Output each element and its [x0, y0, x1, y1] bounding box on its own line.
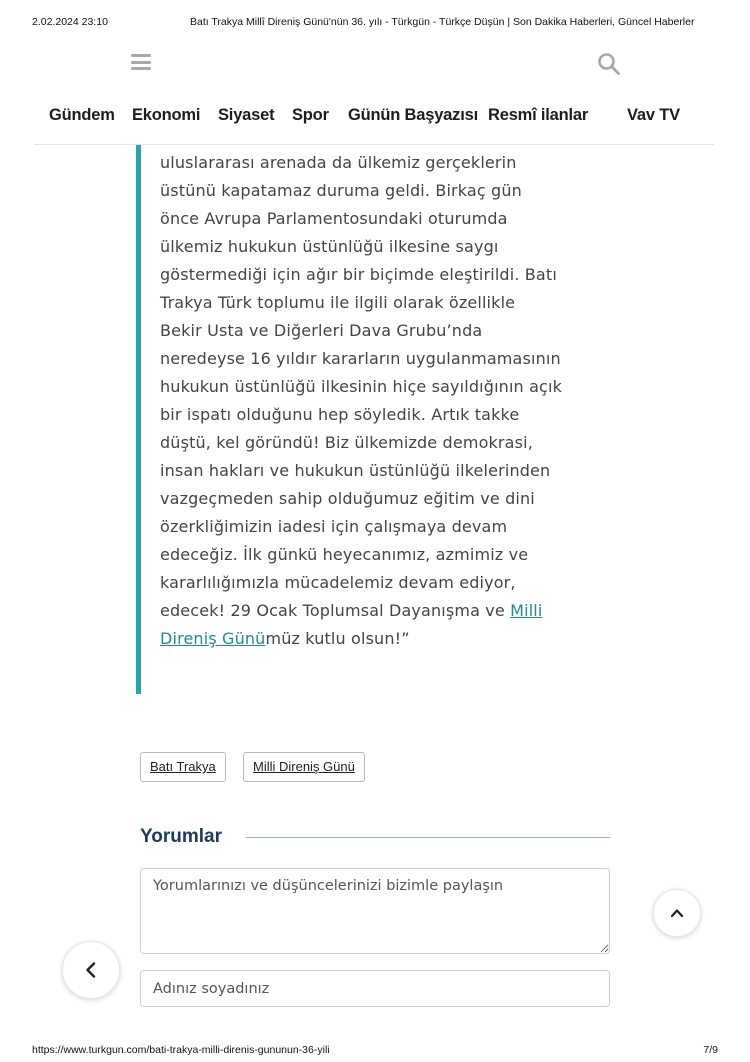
nav-item-resmi-ilanlar[interactable]: Resmî ilanlar [488, 106, 589, 124]
quote-line: göstermediği için ağır bir biçimde eleştirildi. Batı [160, 265, 557, 284]
main-navigation [0, 106, 750, 130]
print-date: 2.02.2024 23:10 [32, 16, 108, 28]
milli-direnis-gunu-link[interactable]: Milli [510, 601, 543, 620]
back-to-top-button[interactable] [653, 889, 701, 937]
quote-line-text: edecek! 29 Ocak Toplumsal Dayanışma ve [160, 601, 511, 620]
blockquote-text [160, 149, 610, 653]
comment-textarea[interactable] [140, 868, 610, 954]
nav-item-gunun-basyazisi[interactable]: Günün Başyazısı [348, 106, 478, 124]
milli-direnis-gunu-link-continued[interactable]: Direniş Günü [160, 629, 266, 648]
print-page-number: 7/9 [703, 1044, 718, 1056]
comments-heading-rule [246, 837, 610, 838]
nav-item-gundem[interactable]: Gündem [49, 106, 115, 124]
print-page-title: Batı Trakya Millî Direniş Günü'nün 36. yılı - Türkgün - Türkçe Düşün | Son Dakika Haberleri, Güncel Haberler [190, 16, 695, 28]
quote-line [160, 597, 610, 625]
quote-line: edeceğiz. İlk günkü heyecanımız, azmimiz ve [160, 545, 529, 564]
quote-line: insan hakları ve hukukun üstünlüğü ilkelerinden [160, 461, 551, 480]
quote-line: uluslararası arenada da ülkemiz gerçeklerin [160, 153, 517, 172]
quote-line: önce Avrupa Parlamentosundaki oturumda [160, 209, 508, 228]
search-icon[interactable] [597, 52, 621, 76]
quote-line [160, 625, 610, 653]
nav-item-vav-tv[interactable]: Vav TV [627, 106, 680, 124]
article-blockquote [136, 145, 616, 694]
name-input[interactable] [140, 970, 610, 1007]
quote-line: düştü, kel göründü! Biz ülkemizde demokrasi, [160, 433, 533, 452]
tag-bati-trakya[interactable]: Batı Trakya [140, 752, 226, 782]
quote-line: bir ispatı olduğunu hep söyledik. Artık takke [160, 405, 520, 424]
nav-item-spor[interactable]: Spor [292, 106, 329, 124]
hamburger-menu-icon[interactable] [131, 54, 151, 70]
quote-line: hukukun üstünlüğü ilkesinin hiçe sayıldığının açık [160, 377, 562, 396]
quote-line: kararlılığımızla mücadelemiz devam ediyor, [160, 573, 516, 592]
chevron-up-icon [669, 905, 685, 921]
nav-item-ekonomi[interactable]: Ekonomi [132, 106, 201, 124]
quote-line: vazgeçmeden sahip olduğumuz eğitim ve dini [160, 489, 535, 508]
quote-line: özerkliğimizin iadesi için çalışmaya devam [160, 517, 508, 536]
quote-line: Bekir Usta ve Diğerleri Dava Grubu’nda [160, 321, 483, 340]
tag-milli-direnis-gunu[interactable]: Milli Direniş Günü [243, 752, 365, 782]
previous-article-button[interactable] [62, 941, 120, 999]
quote-line: üstünü kapatamaz duruma geldi. Birkaç gün [160, 181, 522, 200]
chevron-left-icon [82, 961, 100, 979]
nav-item-siyaset[interactable]: Siyaset [218, 106, 275, 124]
quote-line: Trakya Türk toplumu ile ilgili olarak özellikle [160, 293, 516, 312]
comments-heading: Yorumlar [140, 826, 223, 847]
quote-line: ülkemiz hukukun üstünlüğü ilkesine saygı [160, 237, 499, 256]
print-url: https://www.turkgun.com/bati-trakya-milli-direnis-gununun-36-yili [32, 1044, 330, 1056]
quote-line-text: müz kutlu olsun!” [265, 629, 410, 648]
quote-line: neredeyse 16 yıldır kararların uygulanmamasının [160, 349, 561, 368]
